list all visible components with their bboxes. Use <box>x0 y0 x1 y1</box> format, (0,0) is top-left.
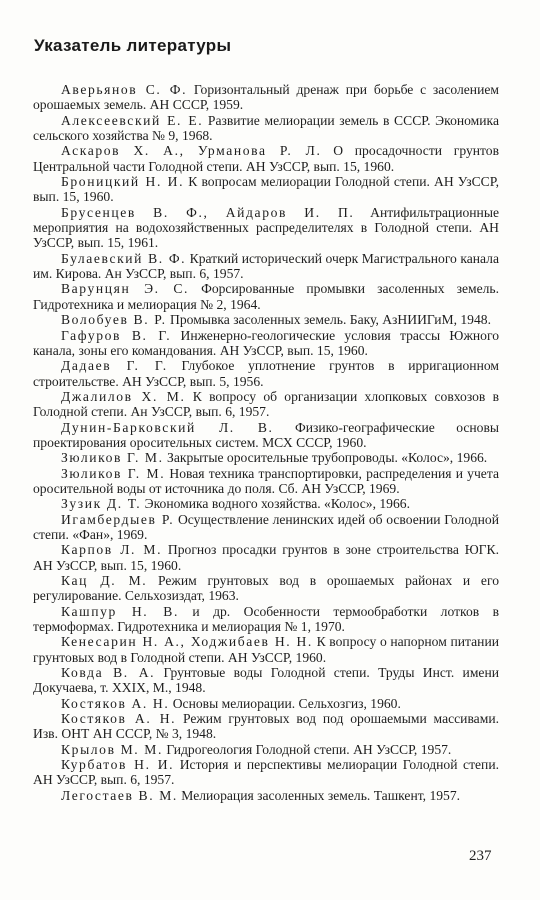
reference-entry <box>33 389 499 420</box>
reference-entry <box>33 742 499 757</box>
reference-list <box>33 82 499 803</box>
reference-text: Грунтовые воды Голодной степи. Труды Инст. имени Докучаева, т. XXIX, М., 1948. <box>33 665 500 696</box>
reference-entry <box>33 496 499 511</box>
reference-entry <box>33 312 499 327</box>
section-heading: Указатель литературы <box>34 36 232 55</box>
reference-text: Режим грунтовых вод под орошаемыми массивами. Изв. ОНТ АН СССР, № 3, 1948. <box>33 711 499 742</box>
reference-entry <box>33 420 499 451</box>
reference-text: Развитие мелиорации земель в СССР. Экономика сельского хозяйства № 9, 1968. <box>33 112 499 144</box>
reference-text: О просадочности грунтов Центральной части Голодной степи. АН УзССР, вып. 15, 1960. <box>33 143 499 174</box>
reference-author: Курбатов Н. И. <box>61 757 175 773</box>
reference-author: Кенесарин Н. А., Ходжибаев Н. Н. <box>61 634 313 650</box>
reference-author: Игамбердыев Р. <box>61 511 175 527</box>
reference-author: Кац Д. М. <box>61 573 148 588</box>
reference-text: Краткий исторический очерк Магистрального канала им. Кирова. Ан УзССР, вып. 6, 1957. <box>33 250 499 282</box>
page-number: 237 <box>469 848 492 864</box>
reference-entry <box>33 82 499 113</box>
reference-author: Алексеевский Е. Е. <box>61 112 204 128</box>
reference-entry <box>33 281 499 312</box>
reference-entry <box>33 696 499 711</box>
reference-entry <box>33 788 499 803</box>
reference-text: Промывка засоленных земель. Баку, АзНИИГиМ, 1948. <box>166 312 491 328</box>
reference-text: Глубокое уплотнение грунтов в ирригационном строительстве. АН УзССР, вып. 5, 1956. <box>33 358 499 389</box>
reference-author: Дунин-Барковский Л. В. <box>61 419 274 435</box>
reference-entry <box>33 358 499 389</box>
reference-author: Кашпур Н. В. <box>61 603 179 619</box>
reference-text: Физико-географические основы проектирования оросительных систем. МСХ СССР, 1960. <box>33 419 500 450</box>
reference-entry <box>33 205 499 251</box>
reference-author: Гафуров В. Г. <box>61 327 172 343</box>
reference-entry <box>33 251 499 282</box>
reference-text: Осуществление ленинских идей об освоении Голодной степи. «Фан», 1969. <box>33 511 499 542</box>
reference-author: Джалилов Х. М. <box>61 388 186 404</box>
reference-text: Закрытые оросительные трубопроводы. «Колос», 1966. <box>163 450 488 466</box>
reference-text: Режим грунтовых вод в орошаемых районах и его регулирование. Сельхозиздат, 1963. <box>33 573 499 604</box>
reference-author: Зюликов Г. М. <box>61 465 166 481</box>
reference-entry <box>33 174 499 205</box>
reference-text: История и перспективы мелиорации Голодной степи. АН УзССР, вып. 6, 1957. <box>33 757 500 788</box>
reference-entry <box>33 143 499 174</box>
reference-text: Гидрогеология Голодной степи. АН УзССР, 1957. <box>162 741 452 757</box>
reference-text: Антифильтрационные мероприятия на водохозяйственных распределителях в Голодной степи. АН УзССР, вып. 15, 1961. <box>33 204 499 251</box>
reference-text: Новая техника транспортировки, распределения и учета оросительной воды от источника до поля. Сб. АН УзССР, 1969. <box>33 465 499 496</box>
reference-text: Прогноз просадки грунтов в зоне строительства ЮГК. АН УзССР, вып. 15, 1960. <box>33 542 499 573</box>
reference-author: Зузик Д. Т. <box>61 496 142 512</box>
reference-author: Зюликов Г. М. <box>61 450 164 466</box>
reference-text: Форсированные промывки засоленных земель. Гидротехника и мелиорация № 2, 1964. <box>33 281 499 312</box>
reference-entry <box>33 634 499 665</box>
reference-text: Экономика водного хозяйства. «Колос», 1966. <box>141 496 410 512</box>
reference-entry <box>33 113 499 144</box>
reference-author: Булаевский В. Ф. <box>61 250 187 266</box>
reference-author: Костяков А. Н. <box>61 711 177 727</box>
reference-text: Инженерно-геологические условия трассы Южного канала, зоны его командования. АН УзССР, вып. 15, 1960. <box>33 327 499 358</box>
reference-author: Аверьянов С. Ф. <box>61 82 188 97</box>
reference-author: Ковда В. А. <box>61 665 156 681</box>
reference-author: Броницкий Н. И. <box>61 174 185 190</box>
reference-entry <box>33 711 499 742</box>
reference-entry <box>33 542 499 573</box>
reference-author: Аскаров Х. А., Урманова Р. Л. <box>61 143 322 159</box>
reference-entry <box>33 450 499 465</box>
reference-author: Варунцян Э. С. <box>61 281 190 297</box>
reference-author: Легостаев В. М. <box>61 787 178 803</box>
reference-author: Костяков А. Н. <box>61 695 170 711</box>
reference-text: Горизонтальный дренаж при борьбе с засолением орошаемых земель. АН СССР, 1959. <box>33 82 499 113</box>
reference-text: Мелиорация засоленных земель. Ташкент, 1957. <box>177 787 461 803</box>
reference-author: Крылов М. М. <box>61 741 163 757</box>
reference-entry <box>33 466 499 497</box>
reference-entry <box>33 757 499 788</box>
reference-entry <box>33 573 499 604</box>
reference-text: Основы мелиорации. Сельхозгиз, 1960. <box>169 695 401 711</box>
reference-author: Дадаев Г. Г. <box>61 358 168 374</box>
reference-text: К вопросу об организации хлопковых совхозов в Голодной степи. Ан УзССР, вып. 6, 1957. <box>33 388 499 420</box>
reference-entry <box>33 665 499 696</box>
reference-text: и др. Особенности термообработки лотков в термоформах. Гидротехника и мелиорация № 1, 1970. <box>33 603 499 635</box>
reference-entry <box>33 512 499 543</box>
reference-entry <box>33 328 499 359</box>
reference-entry <box>33 604 499 635</box>
reference-author: Карпов Л. М. <box>61 542 163 558</box>
reference-author: Волобуев В. Р. <box>61 312 167 328</box>
reference-text: К вопросам мелиорации Голодной степи. АН УзССР, вып. 15, 1960. <box>33 174 500 205</box>
reference-author: Брусенцев В. Ф., Айдаров И. П. <box>61 204 355 220</box>
reference-text: К вопросу о напорном питании грунтовых вод в Голодной степи. АН УзССР, 1960. <box>33 634 499 665</box>
